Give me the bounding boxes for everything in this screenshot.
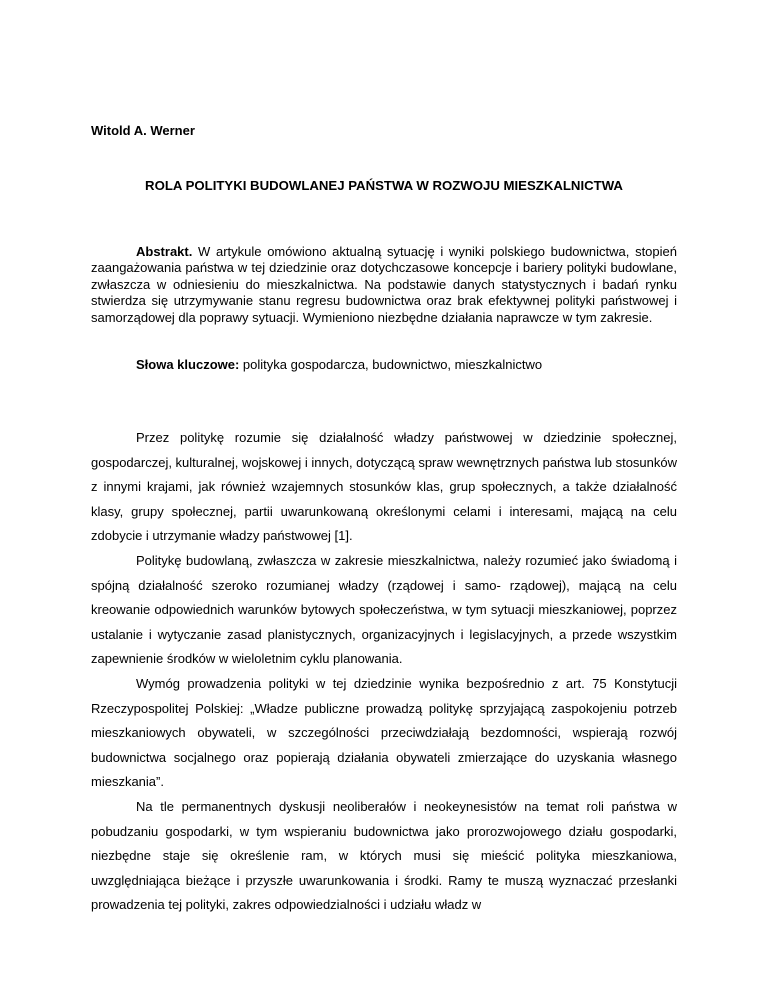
body-paragraph: Politykę budowlaną, zwłaszcza w zakresie mieszkalnictwa, należy rozumieć jako świadomą i spójną działalność szeroko rozumianej władzy (rządowej i samo- rządowej), mającą na celu kreowanie odpowiednich warunków bytowych społeczeństwa, w tym sytuacji mieszkaniowej, poprzez ustalanie i wytyczanie zasad planistycznych, organizacyjnych i legislacyjnych, a przede wszystkim zapewnienie środków w wieloletnim cyklu planowania. [91,552,677,667]
abstract-label: Abstrakt. [136,244,193,259]
article-body [91,426,677,918]
abstract [91,244,677,326]
body-paragraph: Na tle permanentnych dyskusji neoliberałów i neokeynesistów na temat roli państwa w pobudzaniu gospodarki, w tym wspieraniu budownictwa jako prorozwojowego działu gospodarki, niezbędne staje się określenie ram, w których musi się mieścić polityka mieszkaniowa, uwzględniająca bieżące i przyszłe uwarunkowania i środki. Ramy te muszą wyznaczać przesłanki prowadzenia tej polityki, zakres odpowiedzialności i udziału władz w [91,798,677,913]
keywords [91,357,677,373]
article-title: ROLA POLITYKI BUDOWLANEJ PAŃSTWA W ROZWOJU MIESZKALNICTWA [145,178,623,193]
body-paragraph: Przez politykę rozumie się działalność władzy państwowej w dziedzinie społecznej, gospodarczej, kulturalnej, wojskowej i innych, dotyczącą spraw wewnętrznych państwa lub stosunków z innymi krajami, jak również wzajemnych stosunków klas, grup społecznych, a także działalność klasy, grupy społecznej, partii uwarunkowaną określonymi celami i interesami, mającą na celu zdobycie i utrzymanie władzy państwowej [1]. [91,430,678,544]
body-paragraph: Wymóg prowadzenia polityki w tej dziedzinie wynika bezpośrednio z art. 75 Konstytucji Rzeczypospolitej Polskiej: „Władze publiczne prowadzą politykę sprzyjającą zaspokojeniu potrzeb mieszkaniowych obywateli, w szczególności przeciwdziałają bezdomności, wspierają rozwój budownictwa socjalnego oraz popierają działania obywateli zmierzające do uzyskania własnego mieszkania”. [91,675,677,790]
abstract-text: W artykule omówiono aktualną sytuację i wyniki polskiego budownictwa, stopień zaangażowania państwa w tej dziedzinie oraz dotychczasowe koncepcje i bariery polityki budowlane, zwłaszcza w odniesieniu do mieszkalnictwa. Na podstawie danych statystycznych i badań rynku stwierdza się utrzymywanie stanu regresu budownictwa oraz brak efektywnej polityki państwowej i samorządowej dla poprawy sytuacji. Wymieniono niezbędne działania naprawcze w tym zakresie. [91,244,677,325]
keywords-label: Słowa kluczowe: [136,357,240,372]
author-name: Witold A. Werner [91,123,195,138]
keywords-text: polityka gospodarcza, budownictwo, mieszkalnictwo [239,357,543,372]
